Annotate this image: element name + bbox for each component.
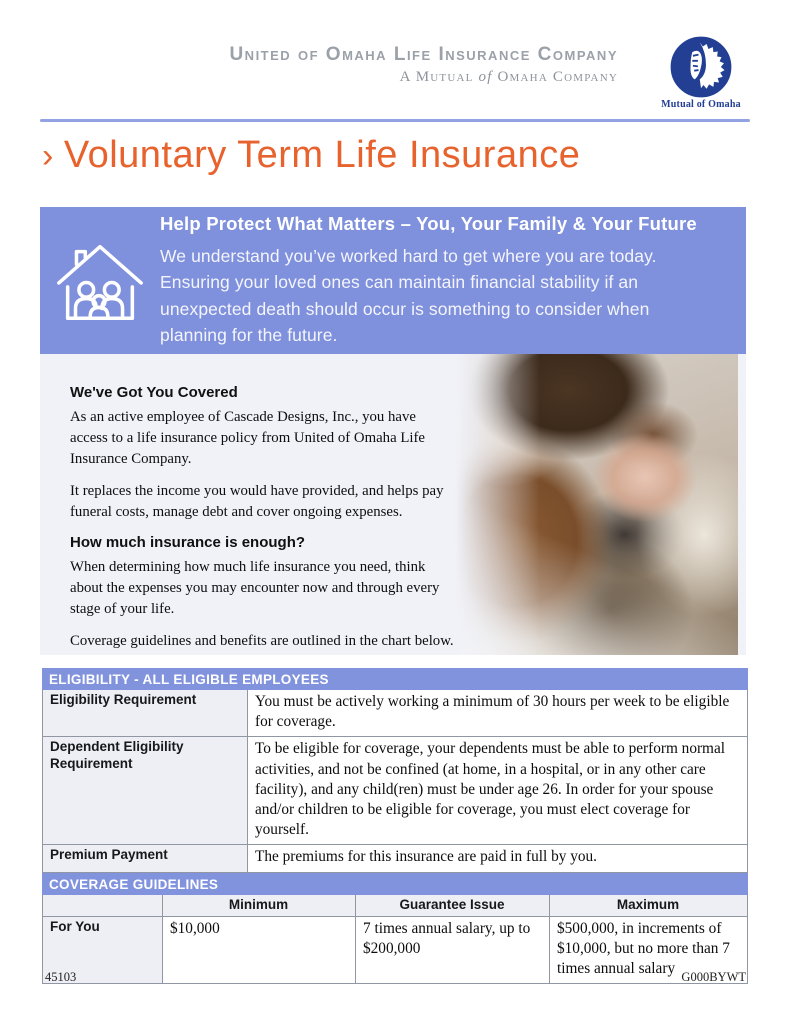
- page-title: [42, 134, 580, 177]
- tagline-suffix: Omaha Company: [492, 69, 618, 85]
- photo-mother-child: [455, 354, 738, 655]
- intro-paragraph-1: As an active employee of Cascade Designs, Inc., you have access to a life insurance policy from United of Omaha Life Insurance Company.: [70, 409, 425, 467]
- company-name: United of Omaha Life Insurance Company: [229, 44, 618, 65]
- column-header-minimum: Minimum: [163, 895, 356, 917]
- table-row: [42, 690, 748, 737]
- chevron-icon: ›: [42, 137, 54, 175]
- table-row: [42, 845, 748, 872]
- row-value: You must be actively working a minimum of 30 hours per week to be eligible for coverage.: [248, 690, 748, 737]
- eligibility-section-header: ELIGIBILITY - ALL ELIGIBLE EMPLOYEES: [42, 668, 748, 690]
- row-value: The premiums for this insurance are paid in full by you.: [248, 845, 748, 872]
- banner-text-block: [160, 213, 746, 348]
- tagline-prefix: A Mutual: [399, 69, 479, 85]
- logo-caption: Mutual of Omaha: [661, 99, 741, 110]
- page-title-text: Voluntary Term Life Insurance: [63, 134, 581, 176]
- cell-minimum: $10,000: [163, 917, 356, 985]
- intro-text-block: [70, 376, 456, 663]
- intro-heading-how-much: How much insurance is enough?: [70, 534, 306, 551]
- header-divider: [40, 119, 750, 122]
- cell-guarantee-issue: 7 times annual salary, up to $200,000: [356, 917, 550, 985]
- indian-chief-logo-icon: [660, 36, 742, 98]
- house-family-icon: [40, 232, 160, 330]
- banner-heading: Help Protect What Matters – You, Your Family & Your Future: [160, 213, 697, 234]
- table-header-row: [42, 895, 748, 917]
- table-row: [42, 737, 748, 845]
- coverage-section-header: COVERAGE GUIDELINES: [42, 873, 748, 895]
- tagline-of: of: [478, 69, 493, 85]
- column-header-guarantee-issue: Guarantee Issue: [356, 895, 550, 917]
- intro-section: [40, 354, 746, 655]
- intro-paragraph-4: Coverage guidelines and benefits are outlined in the chart below.: [70, 633, 454, 649]
- intro-paragraph-3: When determining how much life insurance you need, think about the expenses you may encounter now and through every stage of your life.: [70, 559, 440, 617]
- banner-body: We understand you’ve worked hard to get where you are today. Ensuring your loved ones can maintain financial stability if an unexpected death should occur is something to consider when planning for the future.: [160, 246, 657, 345]
- intro-paragraph-2: It replaces the income you would have provided, and helps pay funeral costs, manage debt and cover ongoing expenses.: [70, 483, 444, 520]
- row-label: Eligibility Requirement: [43, 690, 248, 737]
- hero-banner: [40, 207, 746, 354]
- column-header-maximum: Maximum: [550, 895, 748, 917]
- footer-form-number: 45103: [45, 970, 77, 984]
- row-label: For You: [43, 917, 163, 985]
- tables-block: [42, 668, 748, 984]
- footer-group-code: G000BYWT: [681, 970, 746, 984]
- company-name-block: [229, 44, 618, 86]
- header: [40, 36, 748, 110]
- intro-heading-covered: We've Got You Covered: [70, 384, 238, 401]
- row-label: Dependent Eligibility Requirement: [43, 737, 248, 845]
- row-label: Premium Payment: [43, 845, 248, 872]
- footer: [45, 970, 746, 985]
- cell-maximum: $500,000, in increments of $10,000, but no more than 7 times annual salary: [550, 917, 748, 985]
- company-tagline: [229, 69, 618, 86]
- row-value: To be eligible for coverage, your dependents must be able to perform normal activities, and not be confined (at home, in a hospital, or in any other care facility), and any child(ren) must be under age 26. In order for your spouse and/or children to be eligible for coverage, you must elect coverage for yourself.: [248, 737, 748, 845]
- column-header-blank: [43, 895, 163, 917]
- mutual-of-omaha-logo: [660, 36, 742, 110]
